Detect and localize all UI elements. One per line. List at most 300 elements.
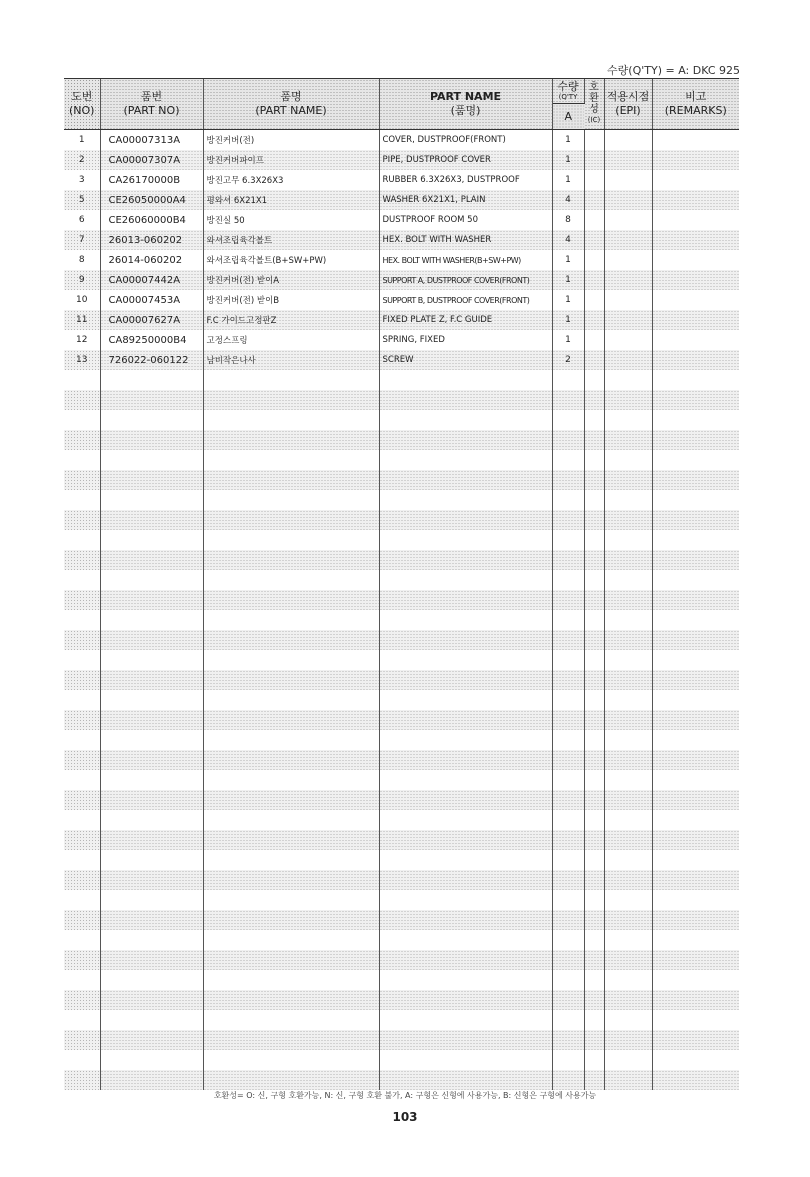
empty-cell bbox=[379, 890, 552, 910]
empty-cell bbox=[64, 490, 100, 510]
empty-cell bbox=[203, 630, 379, 650]
empty-cell bbox=[584, 430, 604, 450]
empty-cell bbox=[652, 930, 739, 950]
empty-cell bbox=[64, 1010, 100, 1030]
empty-cell bbox=[64, 450, 100, 470]
row-part-name-en: FIXED PLATE Z, F.C GUIDE bbox=[379, 310, 552, 330]
empty-cell bbox=[100, 990, 203, 1010]
empty-cell bbox=[379, 1050, 552, 1070]
table-row bbox=[64, 270, 739, 290]
table-row bbox=[64, 330, 739, 350]
row-qty: 1 bbox=[552, 310, 584, 330]
col-epi-header: 적용시점 (EPI) bbox=[604, 79, 652, 130]
empty-cell bbox=[203, 690, 379, 710]
empty-cell bbox=[203, 830, 379, 850]
empty-cell bbox=[652, 1050, 739, 1070]
empty-cell bbox=[100, 750, 203, 770]
empty-cell bbox=[584, 530, 604, 550]
empty-cell bbox=[379, 990, 552, 1010]
empty-cell bbox=[203, 550, 379, 570]
empty-cell bbox=[379, 590, 552, 610]
empty-cell bbox=[584, 830, 604, 850]
empty-cell bbox=[652, 510, 739, 530]
empty-cell bbox=[379, 710, 552, 730]
col-ic-header: 호환성 (IC) bbox=[584, 79, 604, 130]
empty-row bbox=[64, 910, 739, 930]
row-part-name-en: SCREW bbox=[379, 350, 552, 370]
empty-cell bbox=[100, 430, 203, 450]
empty-cell bbox=[552, 1030, 584, 1050]
empty-cell bbox=[100, 470, 203, 490]
row-no: 13 bbox=[64, 350, 100, 370]
empty-cell bbox=[604, 890, 652, 910]
row-part-name-kr: 방진실 50 bbox=[203, 210, 379, 230]
empty-cell bbox=[552, 630, 584, 650]
empty-cell bbox=[652, 590, 739, 610]
empty-cell bbox=[203, 1030, 379, 1050]
row-remarks bbox=[652, 210, 739, 230]
empty-cell bbox=[64, 610, 100, 630]
empty-cell bbox=[203, 890, 379, 910]
empty-row bbox=[64, 510, 739, 530]
empty-cell bbox=[100, 550, 203, 570]
empty-cell bbox=[584, 1050, 604, 1070]
empty-cell bbox=[584, 410, 604, 430]
empty-cell bbox=[604, 730, 652, 750]
empty-cell bbox=[604, 510, 652, 530]
empty-row bbox=[64, 590, 739, 610]
col-qty-a-header: A bbox=[552, 104, 584, 130]
empty-cell bbox=[584, 610, 604, 630]
empty-row bbox=[64, 890, 739, 910]
empty-cell bbox=[64, 990, 100, 1010]
empty-cell bbox=[652, 1070, 739, 1090]
empty-cell bbox=[100, 1050, 203, 1070]
empty-row bbox=[64, 970, 739, 990]
empty-cell bbox=[552, 1050, 584, 1070]
empty-cell bbox=[604, 950, 652, 970]
empty-cell bbox=[64, 510, 100, 530]
empty-cell bbox=[604, 550, 652, 570]
row-ic bbox=[584, 210, 604, 230]
empty-cell bbox=[379, 670, 552, 690]
empty-row bbox=[64, 390, 739, 410]
row-remarks bbox=[652, 230, 739, 250]
empty-cell bbox=[584, 470, 604, 490]
row-part-name-en: WASHER 6X21X1, PLAIN bbox=[379, 190, 552, 210]
row-part-name-en: SUPPORT B, DUSTPROOF COVER(FRONT) bbox=[379, 290, 552, 310]
row-remarks bbox=[652, 270, 739, 290]
empty-cell bbox=[100, 590, 203, 610]
empty-cell bbox=[604, 1050, 652, 1070]
empty-cell bbox=[652, 990, 739, 1010]
empty-cell bbox=[379, 530, 552, 550]
empty-cell bbox=[203, 730, 379, 750]
row-part-name-en: SPRING, FIXED bbox=[379, 330, 552, 350]
empty-cell bbox=[379, 970, 552, 990]
empty-cell bbox=[100, 810, 203, 830]
empty-cell bbox=[100, 410, 203, 430]
empty-cell bbox=[584, 950, 604, 970]
empty-cell bbox=[652, 970, 739, 990]
empty-cell bbox=[64, 730, 100, 750]
empty-cell bbox=[552, 730, 584, 750]
empty-cell bbox=[652, 570, 739, 590]
empty-cell bbox=[100, 630, 203, 650]
empty-row bbox=[64, 470, 739, 490]
page-number: 103 bbox=[392, 1110, 418, 1124]
row-epi bbox=[604, 230, 652, 250]
empty-cell bbox=[203, 670, 379, 690]
empty-cell bbox=[604, 990, 652, 1010]
row-ic bbox=[584, 190, 604, 210]
empty-cell bbox=[64, 930, 100, 950]
row-epi bbox=[604, 290, 652, 310]
empty-cell bbox=[203, 710, 379, 730]
empty-cell bbox=[203, 430, 379, 450]
row-remarks bbox=[652, 170, 739, 190]
empty-cell bbox=[203, 410, 379, 430]
empty-cell bbox=[552, 930, 584, 950]
row-qty: 1 bbox=[552, 250, 584, 270]
empty-cell bbox=[64, 1030, 100, 1050]
empty-row bbox=[64, 830, 739, 850]
row-qty: 1 bbox=[552, 290, 584, 310]
row-qty: 1 bbox=[552, 130, 584, 151]
empty-cell bbox=[552, 410, 584, 430]
empty-cell bbox=[100, 970, 203, 990]
empty-cell bbox=[652, 610, 739, 630]
empty-cell bbox=[379, 570, 552, 590]
empty-row bbox=[64, 1030, 739, 1050]
empty-cell bbox=[203, 1010, 379, 1030]
row-part-name-kr: 남비작은나사 bbox=[203, 350, 379, 370]
empty-cell bbox=[552, 850, 584, 870]
row-part-name-kr: F.C 가이드고정판Z bbox=[203, 310, 379, 330]
empty-cell bbox=[584, 630, 604, 650]
empty-cell bbox=[64, 470, 100, 490]
empty-cell bbox=[604, 450, 652, 470]
empty-cell bbox=[652, 870, 739, 890]
empty-cell bbox=[604, 850, 652, 870]
row-part-name-kr: 방진커버(전) 받이A bbox=[203, 270, 379, 290]
empty-row bbox=[64, 650, 739, 670]
row-no: 5 bbox=[64, 190, 100, 210]
empty-cell bbox=[203, 870, 379, 890]
col-qty-header: 수량 (Q'TY bbox=[552, 79, 584, 104]
empty-cell bbox=[64, 430, 100, 450]
empty-row bbox=[64, 770, 739, 790]
col-no-header: 도번 (NO) bbox=[64, 79, 100, 130]
empty-cell bbox=[652, 450, 739, 470]
empty-cell bbox=[652, 910, 739, 930]
empty-cell bbox=[584, 570, 604, 590]
row-no: 10 bbox=[64, 290, 100, 310]
empty-cell bbox=[203, 570, 379, 590]
empty-cell bbox=[64, 670, 100, 690]
row-no: 8 bbox=[64, 250, 100, 270]
empty-cell bbox=[584, 890, 604, 910]
empty-cell bbox=[652, 750, 739, 770]
row-part-name-en: PIPE, DUSTPROOF COVER bbox=[379, 150, 552, 170]
row-part-name-en: DUSTPROOF ROOM 50 bbox=[379, 210, 552, 230]
row-part-no: 726022-060122 bbox=[100, 350, 203, 370]
empty-cell bbox=[552, 670, 584, 690]
empty-cell bbox=[652, 630, 739, 650]
empty-cell bbox=[64, 550, 100, 570]
empty-cell bbox=[100, 690, 203, 710]
row-epi bbox=[604, 130, 652, 151]
empty-cell bbox=[652, 550, 739, 570]
row-qty: 1 bbox=[552, 150, 584, 170]
empty-cell bbox=[552, 890, 584, 910]
empty-cell bbox=[100, 390, 203, 410]
empty-cell bbox=[652, 650, 739, 670]
empty-cell bbox=[584, 850, 604, 870]
empty-row bbox=[64, 570, 739, 590]
row-remarks bbox=[652, 190, 739, 210]
empty-cell bbox=[100, 490, 203, 510]
empty-cell bbox=[203, 1050, 379, 1070]
empty-cell bbox=[379, 550, 552, 570]
empty-cell bbox=[604, 750, 652, 770]
row-ic bbox=[584, 230, 604, 250]
row-ic bbox=[584, 170, 604, 190]
empty-cell bbox=[604, 790, 652, 810]
empty-cell bbox=[584, 770, 604, 790]
empty-cell bbox=[203, 650, 379, 670]
empty-cell bbox=[100, 870, 203, 890]
empty-cell bbox=[379, 730, 552, 750]
empty-cell bbox=[584, 910, 604, 930]
row-part-name-en: SUPPORT A, DUSTPROOF COVER(FRONT) bbox=[379, 270, 552, 290]
row-remarks bbox=[652, 130, 739, 151]
empty-cell bbox=[203, 770, 379, 790]
empty-cell bbox=[552, 370, 584, 390]
empty-cell bbox=[652, 430, 739, 450]
row-epi bbox=[604, 150, 652, 170]
empty-cell bbox=[203, 610, 379, 630]
empty-cell bbox=[604, 470, 652, 490]
empty-cell bbox=[652, 710, 739, 730]
empty-cell bbox=[604, 370, 652, 390]
empty-cell bbox=[552, 430, 584, 450]
empty-cell bbox=[100, 510, 203, 530]
empty-cell bbox=[64, 950, 100, 970]
empty-cell bbox=[379, 1030, 552, 1050]
empty-cell bbox=[64, 970, 100, 990]
empty-cell bbox=[652, 950, 739, 970]
row-part-name-kr: 방진커버파이프 bbox=[203, 150, 379, 170]
empty-cell bbox=[652, 470, 739, 490]
row-part-no: CA89250000B4 bbox=[100, 330, 203, 350]
row-part-name-kr: 고정스프링 bbox=[203, 330, 379, 350]
empty-cell bbox=[604, 590, 652, 610]
row-part-name-kr: 방진고무 6.3X26X3 bbox=[203, 170, 379, 190]
empty-cell bbox=[584, 750, 604, 770]
empty-row bbox=[64, 750, 739, 770]
row-qty: 1 bbox=[552, 170, 584, 190]
row-no: 11 bbox=[64, 310, 100, 330]
empty-row bbox=[64, 930, 739, 950]
empty-cell bbox=[604, 530, 652, 550]
empty-cell bbox=[604, 610, 652, 630]
empty-cell bbox=[64, 1070, 100, 1090]
row-no: 2 bbox=[64, 150, 100, 170]
empty-cell bbox=[64, 530, 100, 550]
row-part-no: CA26170000B bbox=[100, 170, 203, 190]
empty-cell bbox=[379, 850, 552, 870]
empty-cell bbox=[584, 730, 604, 750]
row-ic bbox=[584, 350, 604, 370]
empty-row bbox=[64, 410, 739, 430]
empty-cell bbox=[379, 610, 552, 630]
empty-cell bbox=[100, 790, 203, 810]
empty-cell bbox=[652, 370, 739, 390]
empty-cell bbox=[100, 850, 203, 870]
empty-cell bbox=[552, 950, 584, 970]
empty-cell bbox=[584, 970, 604, 990]
empty-cell bbox=[584, 390, 604, 410]
empty-row bbox=[64, 870, 739, 890]
table-row bbox=[64, 170, 739, 190]
row-epi bbox=[604, 310, 652, 330]
row-epi bbox=[604, 170, 652, 190]
row-qty: 8 bbox=[552, 210, 584, 230]
empty-cell bbox=[100, 610, 203, 630]
empty-cell bbox=[584, 710, 604, 730]
empty-cell bbox=[100, 910, 203, 930]
empty-cell bbox=[379, 410, 552, 430]
row-no: 3 bbox=[64, 170, 100, 190]
row-part-no: CA00007307A bbox=[100, 150, 203, 170]
row-ic bbox=[584, 130, 604, 151]
empty-row bbox=[64, 430, 739, 450]
row-no: 1 bbox=[64, 130, 100, 151]
empty-cell bbox=[584, 510, 604, 530]
empty-cell bbox=[203, 810, 379, 830]
empty-cell bbox=[552, 690, 584, 710]
empty-cell bbox=[100, 530, 203, 550]
row-epi bbox=[604, 190, 652, 210]
empty-cell bbox=[552, 510, 584, 530]
empty-cell bbox=[584, 670, 604, 690]
empty-cell bbox=[584, 810, 604, 830]
empty-cell bbox=[552, 390, 584, 410]
empty-cell bbox=[203, 1070, 379, 1090]
empty-cell bbox=[652, 410, 739, 430]
empty-cell bbox=[203, 370, 379, 390]
table-row bbox=[64, 230, 739, 250]
col-part-no-header: 품번 (PART NO) bbox=[100, 79, 203, 130]
empty-cell bbox=[552, 710, 584, 730]
empty-cell bbox=[604, 930, 652, 950]
empty-cell bbox=[64, 910, 100, 930]
empty-cell bbox=[604, 710, 652, 730]
empty-cell bbox=[64, 870, 100, 890]
parts-table bbox=[64, 78, 739, 1084]
empty-cell bbox=[584, 870, 604, 890]
empty-cell bbox=[552, 990, 584, 1010]
empty-cell bbox=[552, 770, 584, 790]
empty-cell bbox=[100, 890, 203, 910]
empty-cell bbox=[379, 1070, 552, 1090]
empty-cell bbox=[100, 1070, 203, 1090]
empty-cell bbox=[379, 470, 552, 490]
empty-cell bbox=[604, 690, 652, 710]
empty-cell bbox=[100, 770, 203, 790]
empty-cell bbox=[379, 390, 552, 410]
empty-cell bbox=[379, 810, 552, 830]
empty-cell bbox=[379, 370, 552, 390]
empty-cell bbox=[604, 570, 652, 590]
empty-cell bbox=[379, 790, 552, 810]
empty-cell bbox=[203, 450, 379, 470]
empty-cell bbox=[552, 810, 584, 830]
empty-cell bbox=[584, 550, 604, 570]
row-qty: 4 bbox=[552, 230, 584, 250]
row-no: 6 bbox=[64, 210, 100, 230]
empty-cell bbox=[552, 1010, 584, 1030]
empty-cell bbox=[64, 390, 100, 410]
empty-cell bbox=[64, 690, 100, 710]
empty-cell bbox=[604, 910, 652, 930]
table-row bbox=[64, 310, 739, 330]
row-part-no: CE26060000B4 bbox=[100, 210, 203, 230]
empty-row bbox=[64, 690, 739, 710]
row-ic bbox=[584, 250, 604, 270]
empty-cell bbox=[203, 950, 379, 970]
empty-cell bbox=[652, 770, 739, 790]
empty-cell bbox=[584, 370, 604, 390]
col-remarks-header: 비고 (REMARKS) bbox=[652, 79, 739, 130]
empty-cell bbox=[64, 830, 100, 850]
empty-cell bbox=[584, 930, 604, 950]
empty-cell bbox=[652, 850, 739, 870]
empty-cell bbox=[64, 710, 100, 730]
empty-cell bbox=[652, 810, 739, 830]
empty-cell bbox=[100, 1030, 203, 1050]
empty-cell bbox=[584, 1030, 604, 1050]
empty-cell bbox=[203, 470, 379, 490]
empty-cell bbox=[584, 590, 604, 610]
empty-cell bbox=[64, 890, 100, 910]
empty-row bbox=[64, 630, 739, 650]
row-part-no: CA00007627A bbox=[100, 310, 203, 330]
empty-row bbox=[64, 810, 739, 830]
empty-cell bbox=[64, 790, 100, 810]
empty-cell bbox=[652, 1010, 739, 1030]
empty-row bbox=[64, 950, 739, 970]
empty-row bbox=[64, 370, 739, 390]
table-row bbox=[64, 150, 739, 170]
parts-list-table bbox=[64, 79, 739, 1090]
row-ic bbox=[584, 290, 604, 310]
empty-cell bbox=[584, 1010, 604, 1030]
empty-cell bbox=[100, 930, 203, 950]
empty-row bbox=[64, 450, 739, 470]
empty-row bbox=[64, 1010, 739, 1030]
empty-cell bbox=[64, 630, 100, 650]
empty-cell bbox=[203, 590, 379, 610]
row-no: 9 bbox=[64, 270, 100, 290]
row-part-no: CA00007442A bbox=[100, 270, 203, 290]
empty-cell bbox=[100, 1010, 203, 1030]
empty-cell bbox=[379, 490, 552, 510]
empty-cell bbox=[203, 490, 379, 510]
table-row bbox=[64, 130, 739, 151]
empty-cell bbox=[552, 870, 584, 890]
